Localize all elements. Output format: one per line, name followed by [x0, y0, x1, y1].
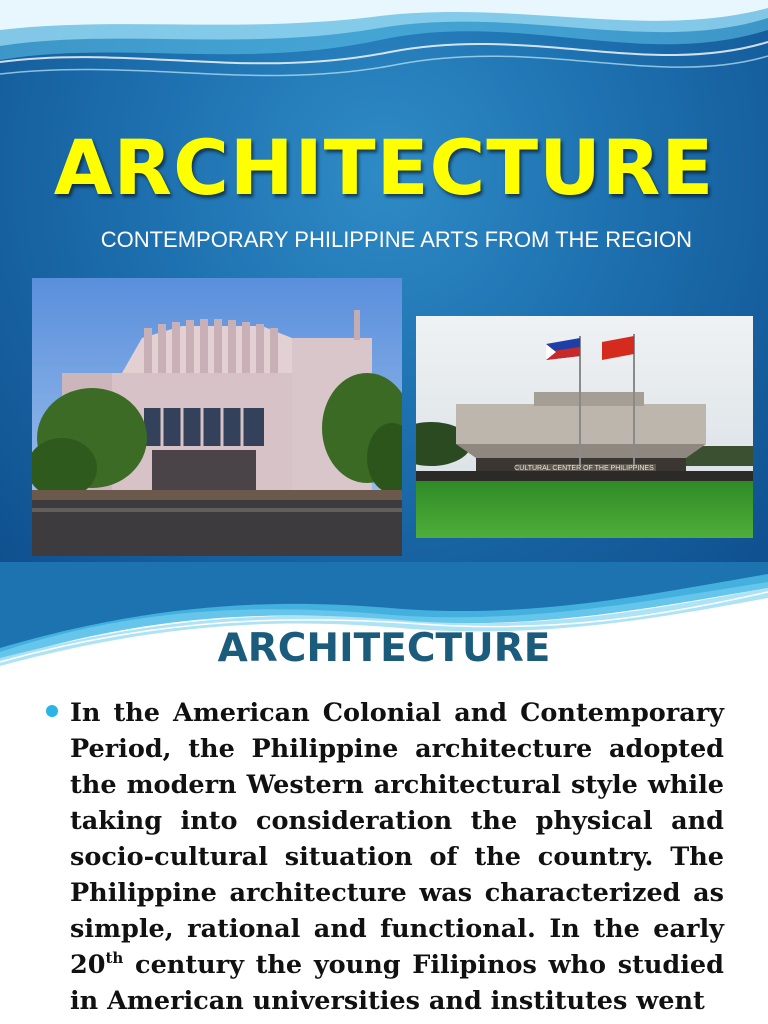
bullet-paragraph [70, 695, 724, 1019]
building-sign: CULTURAL CENTER OF THE PHILIPPINES [514, 465, 654, 472]
cultural-center-photo [416, 316, 753, 538]
bullet-text-part-1: In the American Colonial and Contemporary Period, the Philippine architecture adopted the modern Western architectural style while taking into consideration the physical and socio-cultural situation of the country. The Philippine architecture was characterized as simple, rational and functional. In the early 20 [70, 698, 724, 980]
bullet-text-part-2: century the young Filipinos who studied in American universities and institutes went [70, 950, 724, 1016]
slide-subtitle: CONTEMPORARY PHILIPPINE ARTS FROM THE REGION [100, 227, 692, 252]
metropolitan-theater-photo [32, 278, 402, 556]
bullet-dot-icon [46, 705, 58, 717]
bullet-superscript: th [105, 949, 124, 967]
top-wave-decoration [0, 0, 768, 95]
bullet-list [44, 695, 724, 1019]
content-slide-title: ARCHITECTURE [217, 626, 551, 671]
slide-title: ARCHITECTURE [53, 123, 715, 212]
